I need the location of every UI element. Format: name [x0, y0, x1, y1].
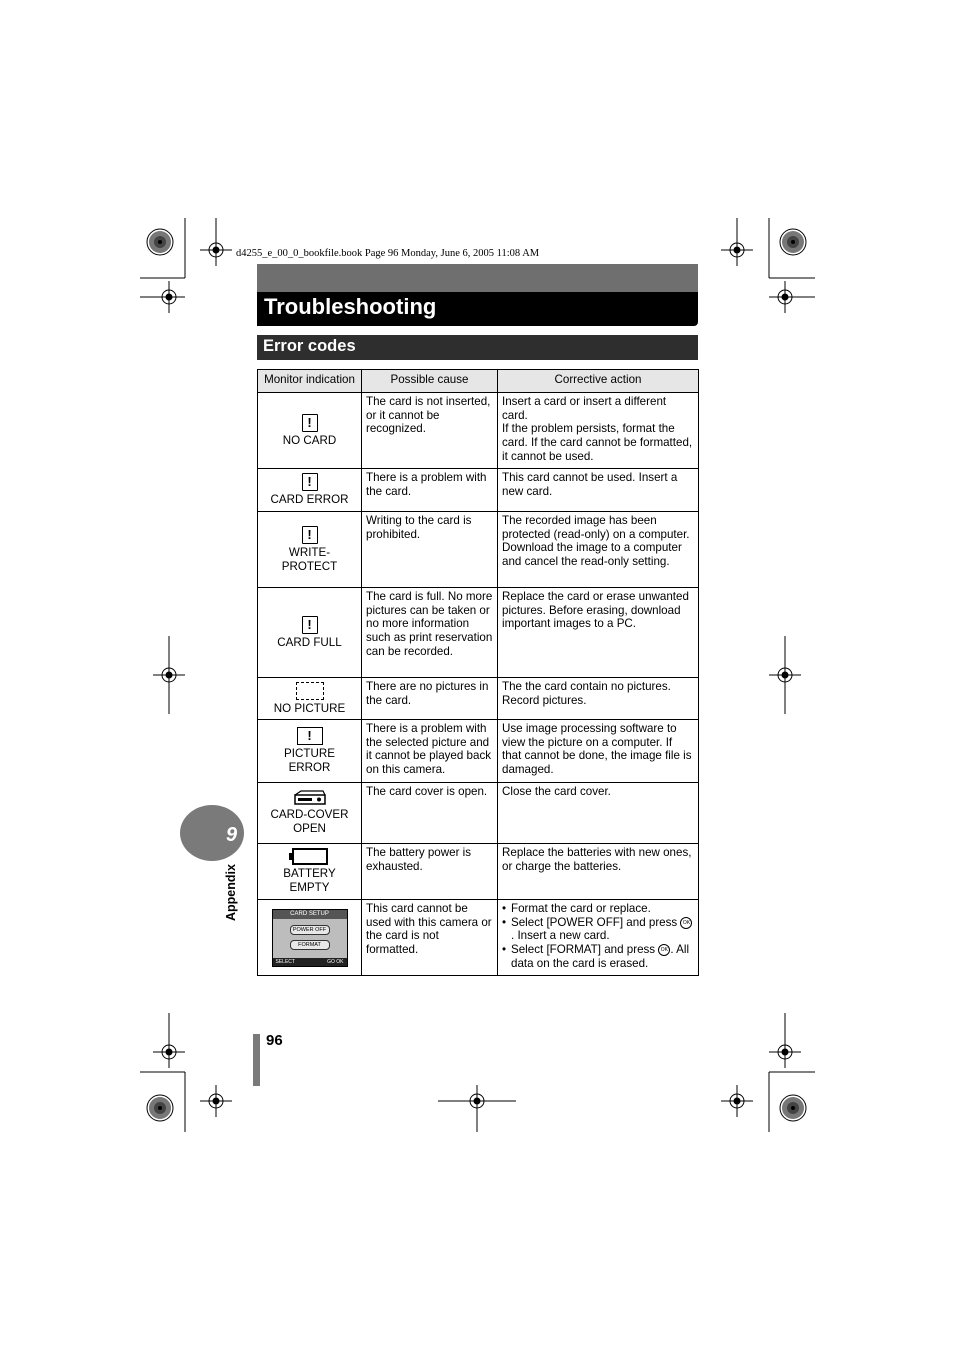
action-text: Select [FORMAT] and press	[511, 943, 656, 957]
column-header: Monitor indication	[258, 370, 362, 393]
card-cover-icon	[293, 790, 327, 806]
monitor-label: CARD ERROR	[270, 493, 349, 507]
action-list	[502, 902, 694, 971]
table-row	[258, 720, 699, 783]
column-header: Possible cause	[362, 370, 498, 393]
table-row	[258, 393, 699, 469]
screen-footer	[273, 958, 347, 966]
page-number: 96	[266, 1032, 283, 1049]
ok-button-icon: OK	[658, 944, 670, 956]
action-text: . All data on the card is erased.	[511, 943, 690, 970]
file-header: d4255_e_00_0_bookfile.book Page 96 Monday, June 6, 2005 11:08 AM	[236, 248, 540, 259]
section-title: Error codes	[263, 337, 356, 355]
monitor-label: CARD FULL	[277, 635, 342, 649]
table-row	[258, 588, 699, 678]
monitor-cell	[258, 844, 362, 900]
monitor-cell	[258, 512, 362, 588]
battery-empty-icon	[292, 848, 328, 865]
action-cell: The the card contain no pictures. Record pictures.	[498, 678, 699, 720]
cause-cell: The card is not inserted, or it cannot be recognized.	[362, 393, 498, 469]
table-row	[258, 678, 699, 720]
monitor-cell	[258, 783, 362, 844]
action-cell: The recorded image has been protected (read-only) on a computer. Download the image to a computer and cancel the read-only setting.	[498, 512, 699, 588]
card-warning-icon: !	[302, 526, 318, 544]
monitor-cell	[258, 678, 362, 720]
cause-cell: There are no pictures in the card.	[362, 678, 498, 720]
monitor-label: NO PICTURE	[273, 701, 346, 715]
chapter-number: 9	[226, 824, 238, 846]
ok-button-icon: OK	[680, 917, 692, 929]
cause-cell: Writing to the card is prohibited.	[362, 512, 498, 588]
page-title: Troubleshooting	[264, 294, 437, 319]
cause-cell: The battery power is exhausted.	[362, 844, 498, 900]
column-header: Corrective action	[498, 370, 699, 393]
monitor-label: NO CARD	[282, 433, 337, 447]
screen-option-format: FORMAT	[290, 940, 330, 950]
monitor-cell	[258, 900, 362, 976]
picture-error-icon: !	[297, 727, 323, 745]
action-cell: Use image processing software to view the picture on a computer. If that cannot be done, the image file is damaged.	[498, 720, 699, 783]
action-cell: Close the card cover.	[498, 783, 699, 844]
action-cell: Replace the card or erase unwanted pictures. Before erasing, download important images to a PC.	[498, 588, 699, 678]
monitor-cell	[258, 393, 362, 469]
action-text: Select [POWER OFF] and press	[511, 915, 678, 929]
monitor-label: BATTERY EMPTY	[283, 867, 336, 894]
action-cell: Insert a card or insert a different card. If the problem persists, format the card. If the card cannot be formatted, it cannot be used.	[498, 393, 699, 469]
screen-title: CARD SETUP	[273, 910, 347, 919]
table-row	[258, 783, 699, 844]
monitor-label: CARD-COVER OPEN	[270, 808, 349, 835]
card-warning-icon: !	[302, 473, 318, 491]
action-text: Format the card or replace.	[511, 902, 651, 915]
screen-footer-left: SELECT	[275, 958, 295, 965]
table-row	[258, 469, 699, 512]
monitor-label: PICTURE ERROR	[284, 747, 335, 774]
page-number-bar	[253, 1034, 260, 1086]
action-text: . Insert a new card.	[511, 929, 610, 943]
cause-cell: The card is full. No more pictures can be taken or no more information such as print reservation can be recorded.	[362, 588, 498, 678]
action-cell: Replace the batteries with new ones, or charge the batteries.	[498, 844, 699, 900]
cause-cell: The card cover is open.	[362, 783, 498, 844]
list-item	[511, 902, 694, 916]
table-row	[258, 844, 699, 900]
list-item	[511, 916, 694, 943]
chapter-label: Appendix	[224, 864, 238, 921]
card-warning-icon: !	[302, 414, 318, 432]
header-bar	[257, 264, 698, 292]
cause-cell: There is a problem with the selected picture and it cannot be played back on this camera.	[362, 720, 498, 783]
screen-footer-right: GO OK	[327, 958, 344, 965]
cause-cell: There is a problem with the card.	[362, 469, 498, 512]
table-header-row	[258, 370, 699, 393]
card-warning-icon: !	[302, 616, 318, 634]
no-picture-icon	[296, 682, 324, 700]
monitor-cell	[258, 588, 362, 678]
monitor-cell	[258, 469, 362, 512]
card-setup-screen	[272, 909, 348, 967]
error-codes-table	[257, 369, 699, 976]
list-item	[511, 943, 694, 970]
monitor-cell	[258, 720, 362, 783]
screen-option-power-off: POWER OFF	[290, 925, 330, 935]
table-row	[258, 512, 699, 588]
cause-cell: This card cannot be used with this camera or the card is not formatted.	[362, 900, 498, 976]
monitor-label: WRITE- PROTECT	[281, 545, 338, 573]
action-cell	[498, 900, 699, 976]
table-row	[258, 900, 699, 976]
action-cell: This card cannot be used. Insert a new card.	[498, 469, 699, 512]
